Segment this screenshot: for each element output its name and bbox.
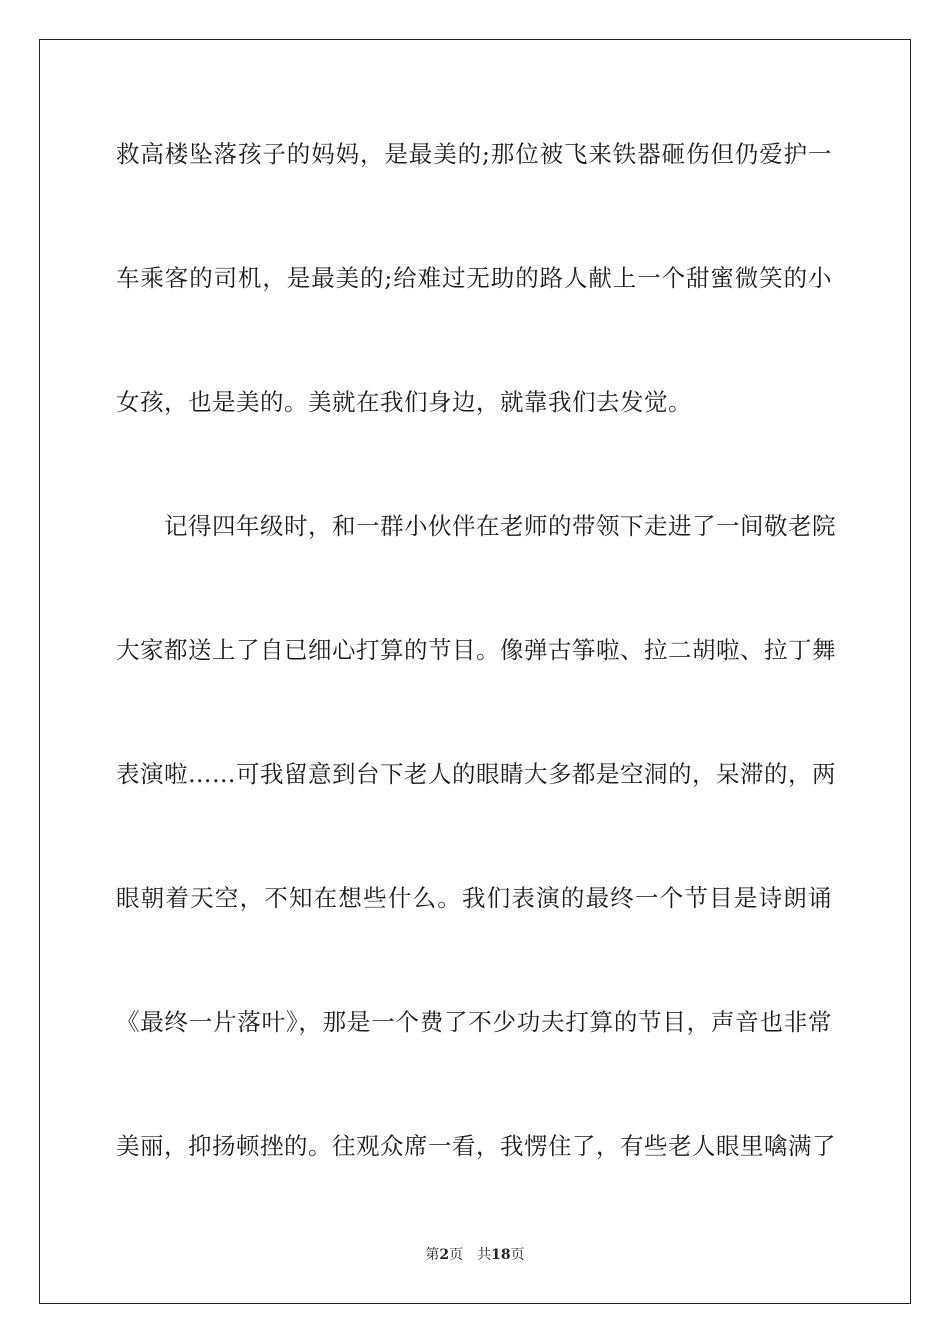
page-number: 2	[439, 1247, 450, 1263]
total-pages: 18	[491, 1247, 511, 1263]
text-line: 救高楼坠落孩子的妈妈，是最美的;那位被飞来铁器砸伤但仍爱护一	[116, 140, 832, 168]
text-line: 眼朝着天空，不知在想些什么。我们表演的最终一个节目是诗朗诵	[116, 884, 832, 912]
text-line: 车乘客的司机，是最美的;给难过无助的路人献上一个甜蜜微笑的小	[116, 264, 832, 292]
page-suffix: 页	[449, 1247, 464, 1263]
text-line: 美丽，抑扬顿挫的。往观众席一看，我愣住了，有些老人眼里噙满了	[116, 1132, 836, 1160]
text-line: 表演啦……可我留意到台下老人的眼睛大多都是空洞的，呆滞的，两	[116, 760, 836, 788]
page-border	[39, 39, 911, 1304]
text-line: 女孩，也是美的。美就在我们身边，就靠我们去发觉。	[116, 388, 692, 416]
text-line: 记得四年级时，和一群小伙伴在老师的带领下走进了一间敬老院	[164, 512, 836, 540]
text-line: 《最终一片落叶》，那是一个费了不少功夫打算的节目，声音也非常	[116, 1008, 832, 1036]
page-footer	[0, 1246, 950, 1264]
total-suffix: 页	[510, 1247, 525, 1263]
total-prefix: 共	[477, 1247, 492, 1263]
page-prefix: 第	[425, 1247, 440, 1263]
text-line: 大家都送上了自已细心打算的节目。像弹古筝啦、拉二胡啦、拉丁舞	[116, 636, 836, 664]
